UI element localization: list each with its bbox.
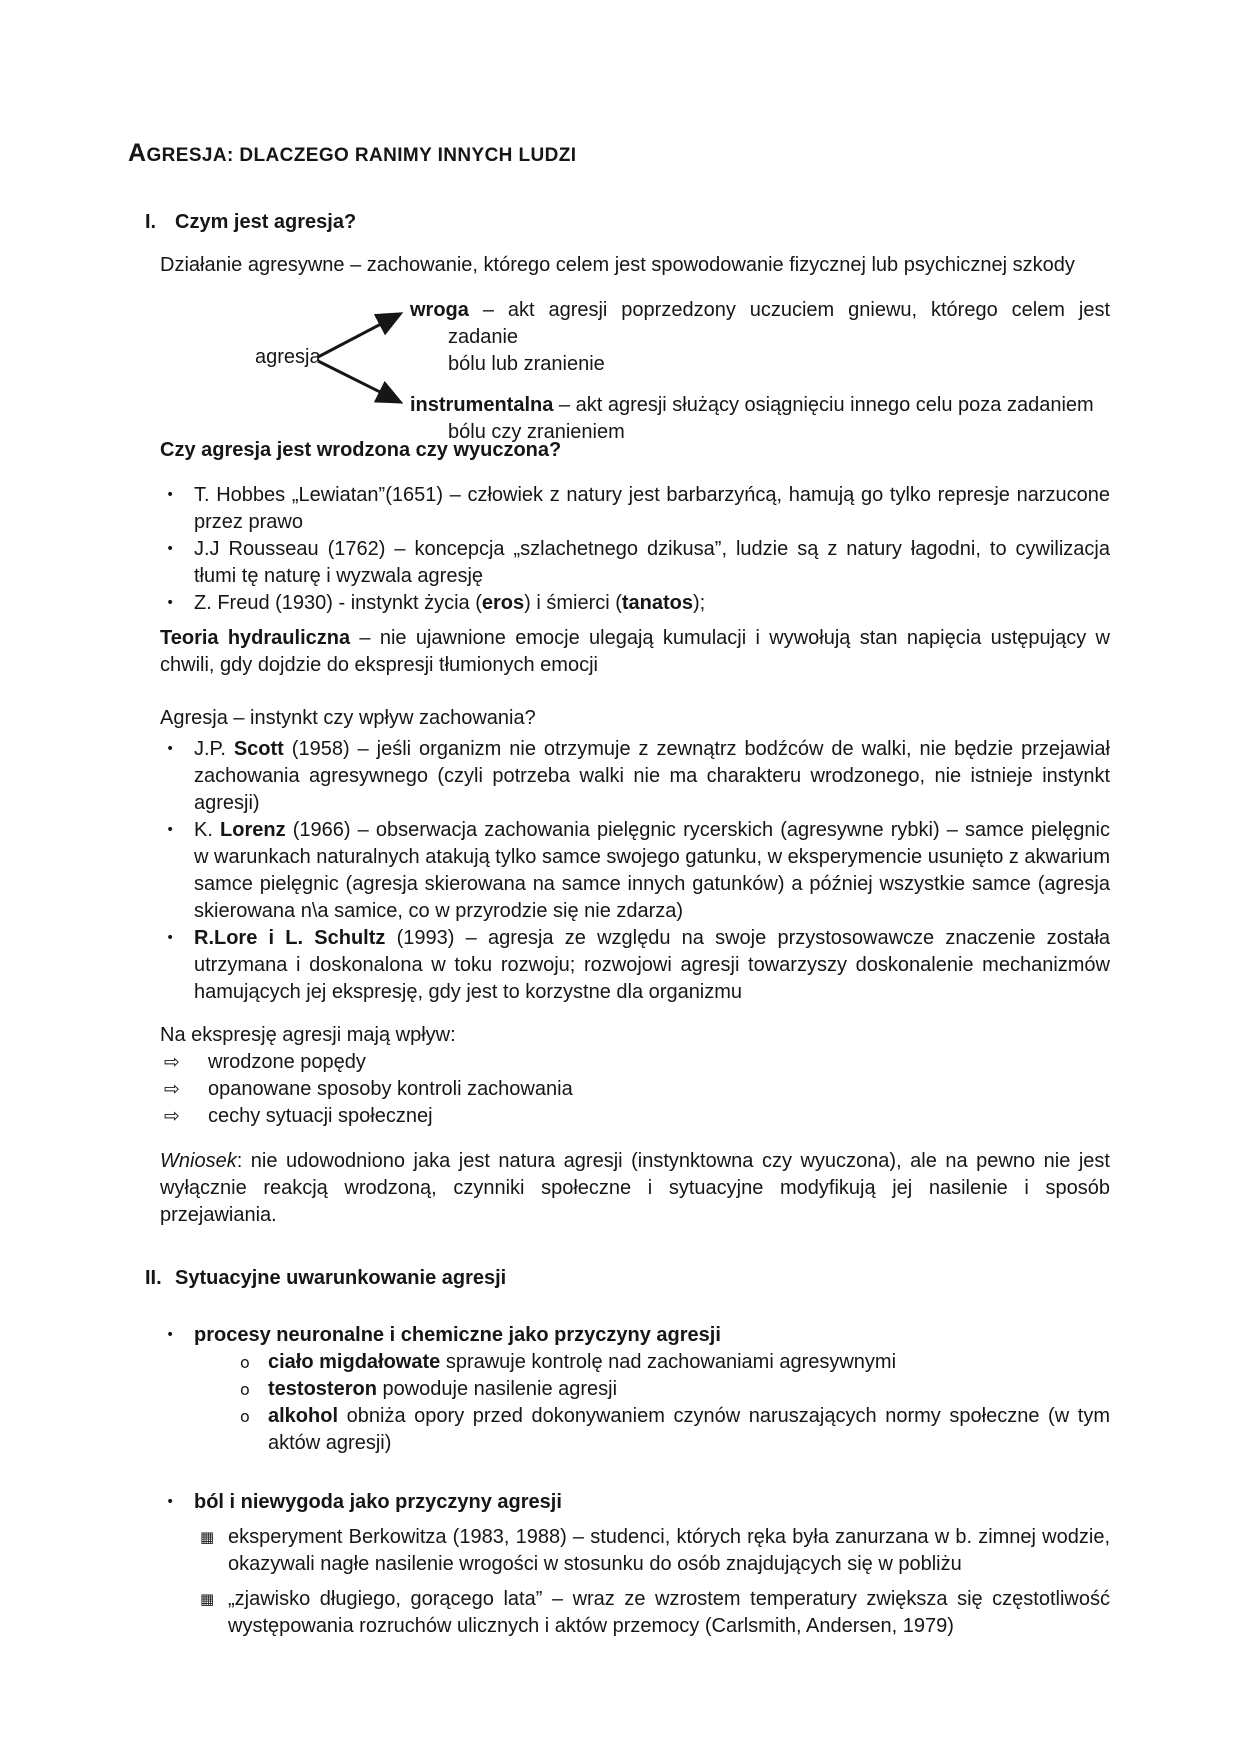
amygdala-item: ciało migdałowate sprawuje kontrolę nad zachowaniami agresywnymi — [268, 1351, 897, 1373]
aggression-types-diagram — [160, 297, 1110, 443]
list-item — [160, 1076, 1110, 1103]
arrow-bullet-icon: ⇨ — [164, 1105, 180, 1127]
hobbes-item: T. Hobbes „Lewiatan”(1651) – człowiek z natury jest barbarzyńcą, hamują go tylko represje narzucone przez prawo — [194, 484, 1110, 533]
list-item — [238, 1349, 1110, 1376]
neuro-sublist — [238, 1349, 1110, 1457]
testosterone-item: testosteron powoduje nasilenie agresji — [268, 1378, 618, 1400]
branch-hostile: wroga – akt agresji poprzedzony uczuciem gniewu, którego celem jest zadanie bólu lub zranienie — [410, 299, 1110, 375]
section-1-heading — [145, 209, 1110, 236]
bullet-icon: • — [166, 1327, 175, 1343]
section-1-title: Czym jest agresja? — [175, 211, 357, 233]
list-item — [160, 1049, 1110, 1076]
list-item — [160, 925, 1110, 1006]
arrow-bullet-icon: ⇨ — [164, 1078, 180, 1100]
hydraulic-theory-paragraph: Teoria hydrauliczna – nie ujawnione emocje ulegają kumulacji i wywołują stan napięcia ustępujący w chwili, gdy dojdzie do ekspresji tłumionych emocji — [160, 627, 1110, 676]
pain-sublist — [200, 1524, 1110, 1640]
section-2-title: Sytuacyjne uwarunkowanie agresji — [175, 1267, 507, 1289]
circle-bullet-icon: o — [240, 1407, 250, 1426]
bullet-icon: • — [166, 822, 175, 838]
berkowitz-item: eksperyment Berkowitza (1983, 1988) – studenci, których ręka była zanurzana w b. zimnej wodzie, okazywali nagłe nasilenie wrogości w stosunku do osób znajdujących się w pobliżu — [228, 1526, 1110, 1575]
bullet-icon: • — [166, 1494, 175, 1510]
list-item — [160, 482, 1110, 536]
bullet-icon: • — [166, 541, 175, 557]
factor-item: cechy sytuacji społecznej — [208, 1105, 433, 1127]
list-item — [160, 1103, 1110, 1130]
pain-heading: ból i niewygoda jako przyczyny agresji — [194, 1491, 562, 1513]
list-item — [160, 590, 1110, 617]
list-item — [200, 1586, 1110, 1640]
circle-bullet-icon: o — [240, 1380, 250, 1399]
section-1-number: I. — [145, 211, 157, 233]
list-item — [160, 1322, 1110, 1349]
situational-list — [160, 1322, 1110, 1640]
alcohol-item: alkohol obniża opory przed dokonywaniem czynów naruszających normy społeczne (w tym aktów agresji) — [268, 1405, 1110, 1454]
section-2-number: II. — [145, 1267, 162, 1289]
circle-bullet-icon: o — [240, 1353, 250, 1372]
factor-item: wrodzone popędy — [208, 1051, 366, 1073]
instinct-question-heading: Agresja – instynkt czy wpływ zachowania? — [160, 707, 536, 729]
bullet-icon: • — [166, 487, 175, 503]
page-title: AGRESJA: DLACZEGO RANIMY INNYCH LUDZI — [128, 139, 577, 167]
expression-intro: Na ekspresję agresji mają wpływ: — [160, 1024, 456, 1046]
diagram-branches — [410, 297, 1110, 446]
bullet-icon: • — [166, 930, 175, 946]
list-item — [160, 736, 1110, 817]
section-2-heading — [145, 1265, 1110, 1292]
grid-bullet-icon: ▦ — [200, 1528, 215, 1546]
list-item — [200, 1524, 1110, 1578]
innate-question-heading: Czy agresja jest wrodzona czy wyuczona? — [160, 439, 562, 461]
list-item — [238, 1376, 1110, 1403]
arrow-bullet-icon: ⇨ — [164, 1051, 180, 1073]
neuro-heading: procesy neuronalne i chemiczne jako przyczyny agresji — [194, 1324, 721, 1346]
conclusion-paragraph: Wniosek: nie udowodniono jaka jest natura agresji (instynktowna czy wyuczona), ale na pewno nie jest wyłącznie reakcją wrodzoną, czynniki społeczne i sytuacyjne modyfikują jej nasilenie i sposób przejawiania. — [160, 1150, 1110, 1226]
expression-arrow-list — [160, 1049, 1110, 1130]
lore-schultz-item: R.Lore i L. Schultz (1993) – agresja ze względu na swoje przystosowawcze znaczenie została utrzymana i doskonalona w toku rozwoju; rozwojowi agresji towarzyszy doskonalenie mechanizmów hamujących jej ekspresję, gdy jest to korzystne dla organizmu — [194, 927, 1111, 1003]
diagram-root-label: agresja — [255, 346, 321, 368]
scott-item: J.P. Scott (1958) – jeśli organizm nie otrzymuje z zewnątrz bodźców de walki, nie będzie przejawiał zachowania agresywnego (czyli potrzeba walki nie ma charakteru wrodzonego, nie istnieje instynkt agresji) — [194, 738, 1111, 814]
innate-bullet-list — [160, 482, 1110, 617]
long-hot-summer-item: „zjawisko długiego, gorącego lata” – wraz ze wzrostem temperatury zwiększa się częstotliwość występowania rozruchów ulicznych i aktów przemocy (Carlsmith, Andersen, 1979) — [228, 1588, 1110, 1637]
bullet-icon: • — [166, 595, 175, 611]
freud-item: Z. Freud (1930) - instynkt życia (eros) i śmierci (tanatos); — [194, 592, 706, 614]
lorenz-item: K. Lorenz (1966) – obserwacja zachowania pielęgnic rycerskich (agresywne rybki) – samce pielęgnic w warunkach naturalnych atakują tylko samce swojego gatunku, w eksperymencie usunięto z akwarium samce pielęgnic (agresja skierowana na samce innych gatunków) a później wszystkie samce (agresja skierowana n\a samice, co w przyrodzie się nie zdarza) — [194, 819, 1111, 922]
list-item — [160, 536, 1110, 590]
list-item — [238, 1403, 1110, 1457]
instinct-bullet-list — [160, 736, 1110, 1006]
list-item — [160, 817, 1110, 925]
bullet-icon: • — [166, 741, 175, 757]
branch-arrows-icon — [310, 303, 414, 413]
grid-bullet-icon: ▦ — [200, 1590, 215, 1608]
aggression-definition: Działanie agresywne – zachowanie, którego celem jest spowodowanie fizycznej lub psychicznej szkody — [160, 254, 1075, 276]
rousseau-item: J.J Rousseau (1762) – koncepcja „szlachetnego dzikusa”, ludzie są z natury łagodni, to cywilizacja tłumi tę naturę i wyzwala agresję — [194, 538, 1110, 587]
list-item — [160, 1489, 1110, 1516]
branch-instrumental: instrumentalna – akt agresji służący osiągnięciu innego celu poza zadaniem bólu czy zranieniem — [410, 394, 1094, 443]
factor-item: opanowane sposoby kontroli zachowania — [208, 1078, 573, 1100]
